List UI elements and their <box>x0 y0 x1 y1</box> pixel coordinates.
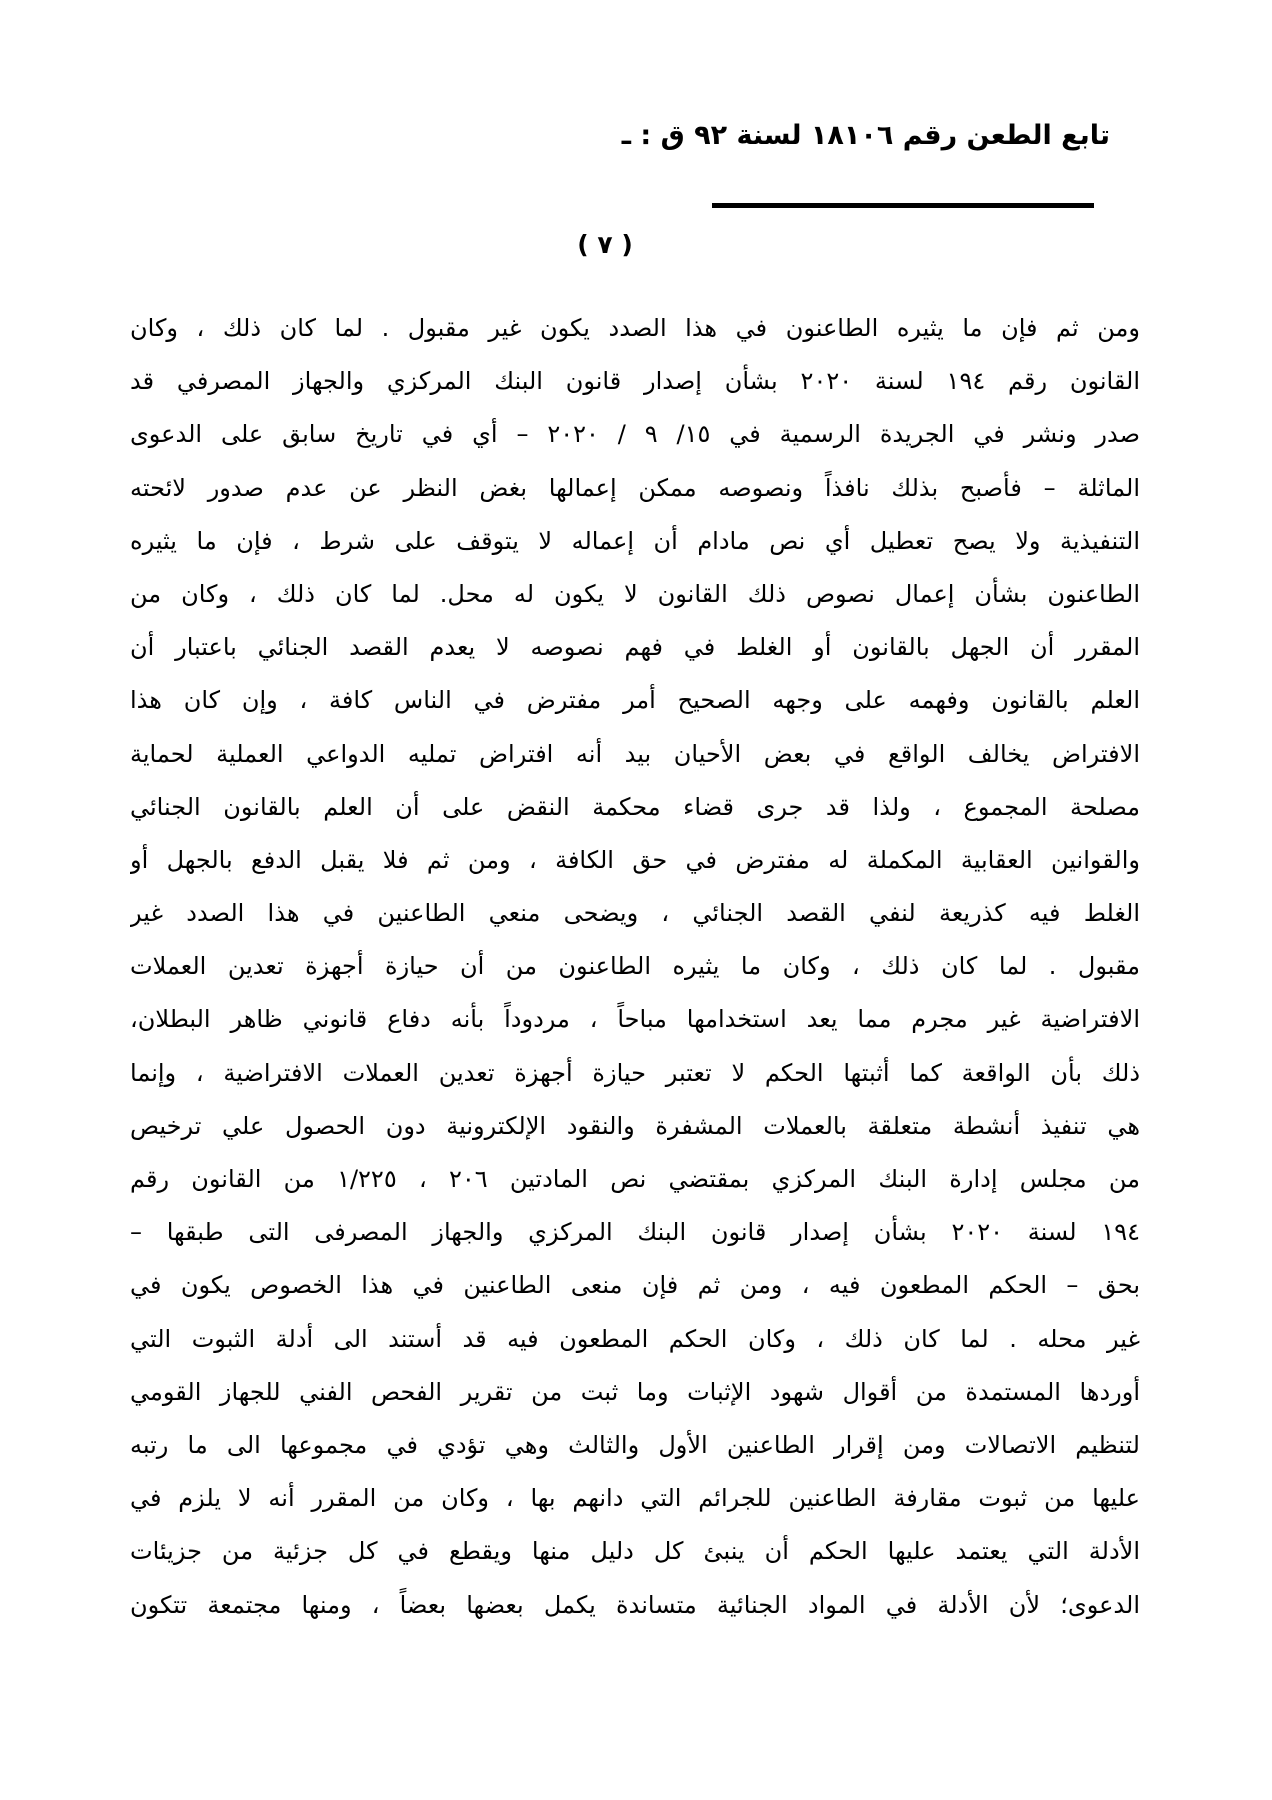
case-reference-header: تابع الطعن رقم ١٨١٠٦ لسنة ٩٢ ق : ـ <box>621 120 1110 151</box>
text-line: العلم بالقانون وفهمه على وجهه الصحيح أمر مفترض في الناس كافة ، وإن كان هذا <box>130 686 1140 715</box>
text-line: الماثلة – فأصبح بذلك نافذاً ونصوصه ممكن إعمالها بغض النظر عن عدم صدور لائحته <box>130 473 1140 502</box>
text-line: عليها من ثبوت مقارفة الطاعنين للجرائم التي دانهم بها ، وكان من المقرر أنه لا يلزم في <box>130 1484 1140 1513</box>
text-line: غير محله . لما كان ذلك ، وكان الحكم المطعون فيه قد أستند الى أدلة الثبوت التي <box>130 1324 1140 1353</box>
text-line: التنفيذية ولا يصح تعطيل أي نص مادام أن إعماله لا يتوقف على شرط ، فإن ما يثيره <box>130 526 1140 555</box>
text-line: هي تنفيذ أنشطة متعلقة بالعملات المشفرة والنقود الإلكترونية دون الحصول علي ترخيص <box>130 1111 1140 1140</box>
body-text <box>130 302 1140 1632</box>
text-line: الافتراض يخالف الواقع في بعض الأحيان بيد أنه افتراض تمليه الدواعي العملية لحماية <box>130 739 1140 768</box>
text-line: بحق – الحكم المطعون فيه ، ومن ثم فإن منعى الطاعنين في هذا الخصوص يكون في <box>130 1271 1140 1300</box>
text-line: مقبول . لما كان ذلك ، وكان ما يثيره الطاعنون من أن حيازة أجهزة تعدين العملات <box>130 952 1140 981</box>
text-line: الأدلة التي يعتمد عليها الحكم أن ينبئ كل دليل منها ويقطع في كل جزئية من جزيئات <box>130 1537 1140 1566</box>
text-line: الطاعنون بشأن إعمال نصوص ذلك القانون لا يكون له محل. لما كان ذلك ، وكان من <box>130 579 1140 608</box>
text-line: والقوانين العقابية المكملة له مفترض في حق الكافة ، ومن ثم فلا يقبل الدفع بالجهل أو <box>130 845 1140 874</box>
header-divider <box>712 203 1094 208</box>
text-line: الدعوى؛ لأن الأدلة في المواد الجنائية متساندة يكمل بعضها بعضاً ، ومنها مجتمعة تتكون <box>130 1590 1140 1619</box>
text-line: القانون رقم ١٩٤ لسنة ٢٠٢٠ بشأن إصدار قانون البنك المركزي والجهاز المصرفي قد <box>130 367 1140 396</box>
text-line: الافتراضية غير مجرم مما يعد استخدامها مباحاً ، مردوداً بأنه دفاع قانوني ظاهر البطلان، <box>130 1005 1140 1034</box>
text-line: ومن ثم فإن ما يثيره الطاعنون في هذا الصدد يكون غير مقبول . لما كان ذلك ، وكان <box>130 314 1140 342</box>
text-line: المقرر أن الجهل بالقانون أو الغلط في فهم نصوصه لا يعدم القصد الجنائي باعتبار أن <box>130 633 1140 662</box>
text-line: ١٩٤ لسنة ٢٠٢٠ بشأن إصدار قانون البنك المركزي والجهاز المصرفى التى طبقها – <box>130 1218 1140 1247</box>
text-line: ذلك بأن الواقعة كما أثبتها الحكم لا تعتبر حيازة أجهزة تعدين العملات الافتراضية ، وإنما <box>130 1058 1140 1087</box>
text-line: من مجلس إدارة البنك المركزي بمقتضي نص المادتين ٢٠٦ ، ١/٢٢٥ من القانون رقم <box>130 1165 1140 1193</box>
page-number: ( ٧ ) <box>577 230 633 259</box>
text-line: الغلط فيه كذريعة لنفي القصد الجنائي ، ويضحى منعي الطاعنين في هذا الصدد غير <box>130 899 1140 928</box>
text-line: صدر ونشر في الجريدة الرسمية في ١٥/ ٩ / ٢٠٢٠ – أي في تاريخ سابق على الدعوى <box>130 420 1140 449</box>
text-line: مصلحة المجموع ، ولذا قد جرى قضاء محكمة النقض على أن العلم بالقانون الجنائي <box>130 792 1140 821</box>
text-line: أوردها المستمدة من أقوال شهود الإثبات وما ثبت من تقرير الفحص الفني للجهاز القومي <box>130 1377 1140 1406</box>
text-line: لتنظيم الاتصالات ومن إقرار الطاعنين الأول والثالث وهي تؤدي في مجموعها الى ما رتبه <box>130 1430 1140 1459</box>
